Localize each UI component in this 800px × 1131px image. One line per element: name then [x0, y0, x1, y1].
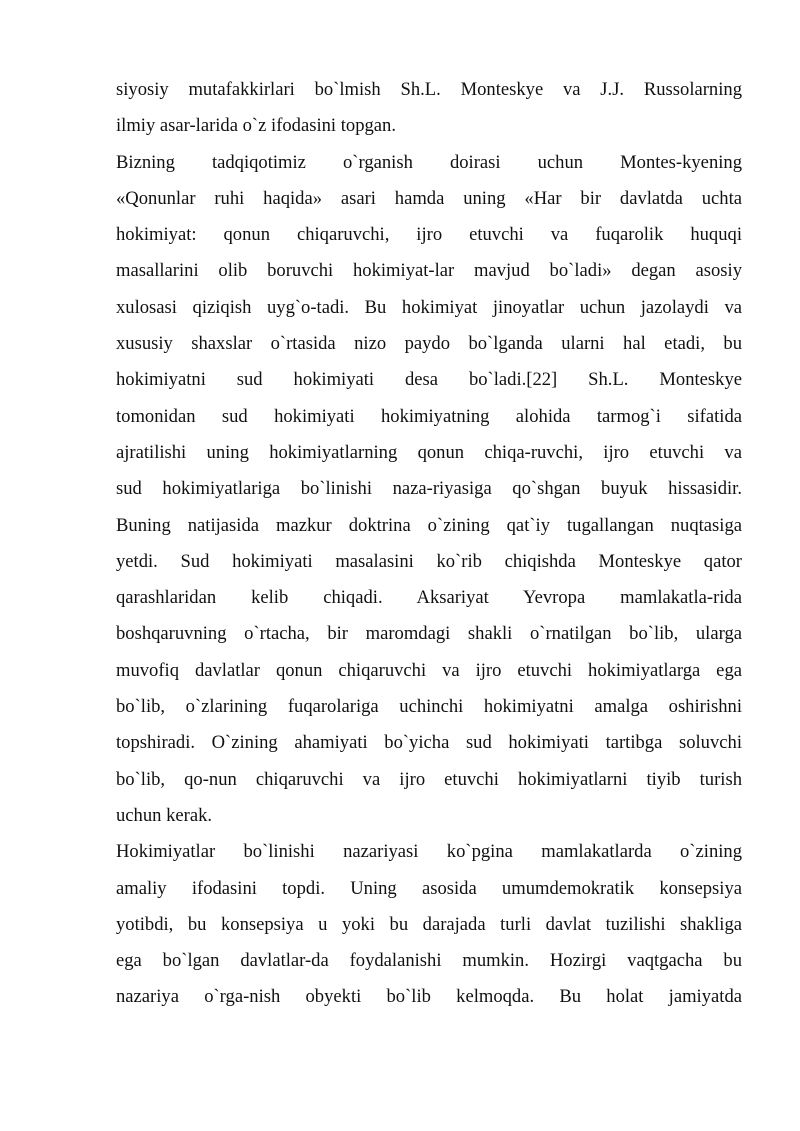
text-line: boshqaruvning o`rtacha, bir maromdagi shakli o`rnatilgan bo`lib, ularga	[116, 623, 742, 645]
text-line: «Qonunlar ruhi haqida» asari hamda uning «Har bir davlatda uchta	[116, 187, 742, 209]
text-line: topshiradi. O`zining ahamiyati bo`yicha sud hokimiyati tartibga soluvchi	[116, 732, 742, 754]
document-page	[116, 72, 742, 1016]
text-line: nazariya o`rga-nish obyekti bo`lib kelmoqda. Bu holat jamiyatda	[116, 986, 742, 1008]
text-line: qarashlaridan kelib chiqadi. Aksariyat Yevropa mamlakatla-rida	[116, 587, 742, 609]
text-line: ilmiy asar-larida o`z ifodasini topgan.	[116, 115, 396, 137]
text-line: masallarini olib boruvchi hokimiyat-lar mavjud bo`ladi» degan asosiy	[116, 260, 742, 282]
text-line: ega bo`lgan davlatlar-da foydalanishi mumkin. Hozirgi vaqtgacha bu	[116, 950, 742, 972]
text-line: xulosasi qiziqish uyg`o-tadi. Bu hokimiyat jinoyatlar uchun jazolaydi va	[116, 296, 742, 318]
text-line: siyosiy mutafakkirlari bo`lmish Sh.L. Monteskye va J.J. Russolarning	[116, 79, 742, 100]
text-line: yotibdi, bu konsepsiya u yoki bu darajada turli davlat tuzilishi shakliga	[116, 913, 742, 935]
text-line: yetdi. Sud hokimiyati masalasini ko`rib chiqishda Monteskye qator	[116, 550, 742, 572]
text-line: uchun kerak.	[116, 804, 213, 826]
text-line: bo`lib, qo-nun chiqaruvchi va ijro etuvchi hokimiyatlarni tiyib turish	[116, 768, 742, 790]
text-line: amaliy ifodasini topdi. Uning asosida umumdemokratik konsepsiya	[116, 877, 742, 899]
text-line: hokimiyatni sud hokimiyati desa bo`ladi.[22] Sh.L. Monteskye	[116, 369, 742, 391]
text-line: Bizning tadqiqotimiz o`rganish doirasi uchun Montes-kyening	[116, 151, 742, 173]
text-line: muvofiq davlatlar qonun chiqaruvchi va ijro etuvchi hokimiyatlarga ega	[116, 659, 742, 681]
text-line: ajratilishi uning hokimiyatlarning qonun chiqa-ruvchi, ijro etuvchi va	[116, 441, 742, 463]
text-line: sud hokimiyatlariga bo`linishi naza-riyasiga qo`shgan buyuk hissasidir.	[116, 478, 742, 500]
text-line: bo`lib, o`zlarining fuqarolariga uchinchi hokimiyatni amalga oshirishni	[116, 696, 742, 718]
text-line: xususiy shaxslar o`rtasida nizo paydo bo`lganda ularni hal etadi, bu	[116, 333, 742, 355]
text-line: Buning natijasida mazkur doktrina o`zining qat`iy tugallangan nuqtasiga	[116, 514, 742, 536]
text-line: Hokimiyatlar bo`linishi nazariyasi ko`pgina mamlakatlarda o`zining	[116, 841, 742, 863]
text-line: tomonidan sud hokimiyati hokimiyatning alohida tarmog`i sifatida	[116, 405, 742, 427]
text-line: hokimiyat: qonun chiqaruvchi, ijro etuvchi va fuqarolik huquqi	[116, 224, 742, 246]
